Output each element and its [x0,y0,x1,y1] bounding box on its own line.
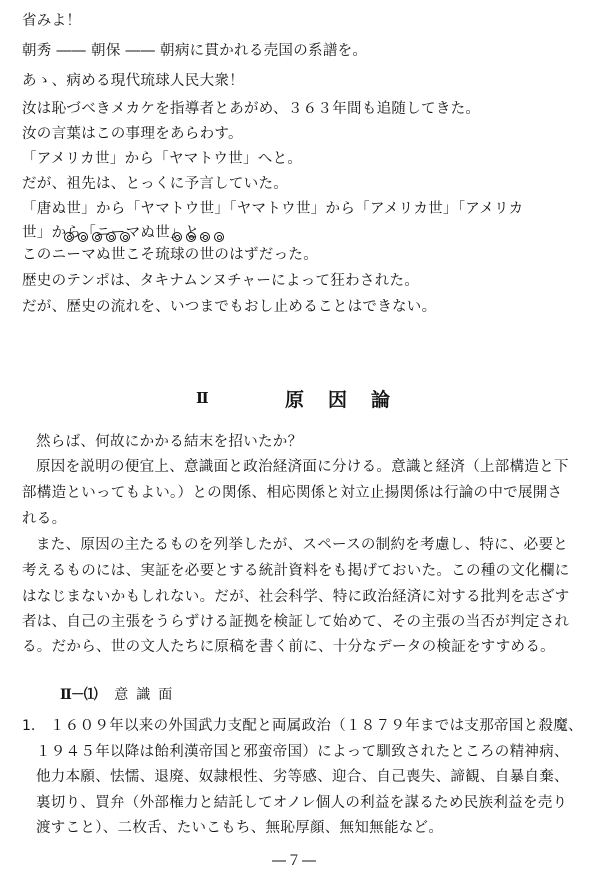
poem-line: 世」から「ニーマぬ世」と。 [22,225,215,241]
body-line: 部構造といってもよい。）との関係、相応関係と対立止揚関係は行論の中で展開さ [22,485,563,501]
subsection-heading [60,684,180,704]
list-item-line: 他力本願、怯懦、退廃、奴隷根性、劣等感、迎合、自己喪失、諦観、自暴自棄、 [36,769,569,785]
poem-line: 汝の言葉はこの事理をあらわす。 [22,126,243,142]
subsection-number: Ⅱ－⑴ [60,687,97,703]
emphasis-circle-icon [120,232,130,242]
emphasis-circle-icon [186,232,196,242]
list-item-number: 1. [22,718,36,734]
body-line: る。だから、世の文人たちに原稿を書く前に、十分なデータの検証をすすめる。 [22,639,555,655]
poem-line: だが、祖先は、とっくに予言していた。 [22,176,289,192]
body-line: はなじまないかもしれない。だが、社会科学、特に政治経済に対する批判を志ざす [22,589,570,605]
poem-line: 省みよ！ [22,13,82,29]
section-number: Ⅱ [196,389,208,407]
body-line: れる。 [22,511,67,527]
page-number: ―７― [272,853,317,869]
emphasis-circle-icon [106,232,116,242]
emphasis-circle-icon [64,232,74,242]
body-line: 者は、自己の主張をうらずける証拠を検証して始めて、その主張の当否が判定され [22,614,570,630]
emphasis-circle-icon [78,232,88,242]
emphasis-circle-icon [92,232,102,242]
body-line: 考えるものには、実証を必要とする統計資料をも掲げておいた。この種の文化欄に [22,563,570,579]
list-item-line: １９４５年以降は飴利漢帝国と邪蛮帝国）によって馴致されたところの精神病、 [36,744,569,760]
list-item-line: 渡すこと）、二枚舌、たいこもち、無恥厚顔、無知無能など。 [36,820,444,836]
poem-line: だが、歴史の流れを、いつまでもおし止めることはできない。 [22,299,437,315]
list-item-line: 裏切り、買弁（外部権力と結託してオノレ個人の利益を謀るため民族利益を売り [36,795,568,811]
poem-line: 汝は恥づべきメカケを指導者とあがめ、３６３年間も追随してきた。 [22,101,481,117]
list-item-line: １６０９年以来の外国武力支配と両属政治（１８７９年までは支那帝国と殺魔、 [50,718,583,734]
body-line: 然らば、何故にかかる結末を招いたか？ [36,434,303,450]
poem-line: 朝秀 ―― 朝保 ―― 朝病に貫かれる売国の系譜を。 [22,43,368,59]
emphasis-circle-icon [214,232,224,242]
emphasis-circle-icon [172,232,182,242]
poem-line: 「唐ぬ世」から「ヤマトウ世」「ヤマトウ世」から「アメリカ世」「アメリカ [22,201,524,217]
section-title: 原因論 [285,389,415,411]
poem-line: このニーマぬ世こそ琉球の世のはずだった。 [22,247,318,263]
poem-line: 「アメリカ世」から「ヤマトウ世」へと。 [22,151,303,167]
subsection-title: 意識面 [114,687,181,703]
poem-line: あゝ、病める現代琉球人民大衆！ [22,73,244,89]
body-line: また、原因の主たるものを列挙したが、スペースの制約を考慮し、特に、必要と [36,537,569,553]
poem-line: 歴史のテンポは、タキナムンヌチャーによって狂わされた。 [22,273,420,289]
emphasis-circle-icon [200,232,210,242]
body-line: 原因を説明の便宜上、意識面と政治経済面に分ける。意識と経済（上部構造と下 [36,459,569,475]
